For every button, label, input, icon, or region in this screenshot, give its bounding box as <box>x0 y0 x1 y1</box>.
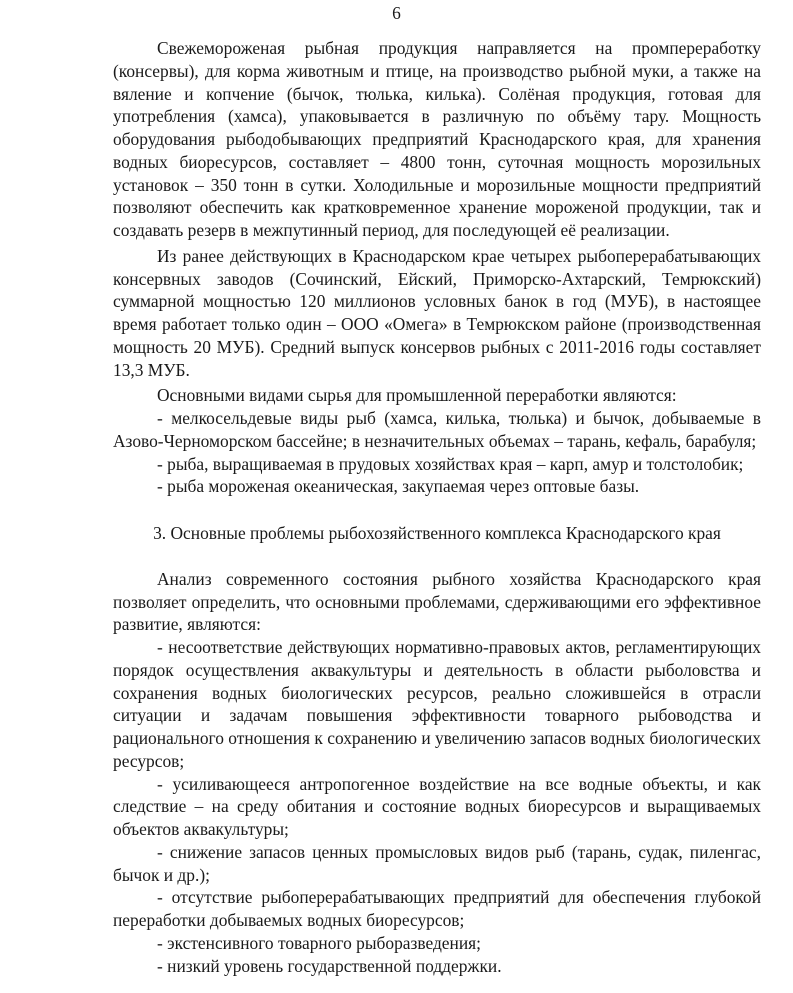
list-item-problem: - отсутствие рыбоперерабатывающих предприятий для обеспечения глубокой переработки добываемых водных биоресурсов; <box>113 887 761 930</box>
list-item-problem: - усиливающееся антропогенное воздействие на все водные объекты, и как следствие – на среду обитания и состояние водных биоресурсов и выращиваемых объектов аквакультуры; <box>113 773 761 839</box>
paragraph-canneries: Из ранее действующих в Краснодарском крае четырех рыбоперерабатывающих консервных заводов (Сочинский, Ейский, Приморско-Ахтарский, Темрюкский) суммарной мощностью 120 миллионов условных банок в год (МУБ), в настоящее время работает только один – ООО «Омега» в Темрюкском районе (производственная мощность 20 МУБ). Средний выпуск консервов рыбных с 2011-2016 годы составляет 13,3 МУБ. <box>113 245 761 380</box>
paragraph-raw-materials-intro: Основными видами сырья для промышленной переработки являются: <box>157 385 677 406</box>
section-heading: 3. Основные проблемы рыбохозяйственного комплекса Краснодарского края <box>153 523 721 543</box>
list-item-raw-materials: - рыба, выращиваемая в прудовых хозяйствах края – карп, амур и толстолобик; <box>157 453 744 474</box>
list-item-raw-materials: - мелкосельдевые виды рыб (хамса, килька, тюлька) и бычок, добываемые в Азово-Черноморском бассейне; в незначительных объемах – тарань, кефаль, барабуля; <box>113 408 761 451</box>
paragraph-problems-intro: Анализ современного состояния рыбного хозяйства Краснодарского края позволяет определить, что основными проблемами, сдерживающими его эффективное развитие, являются: <box>113 568 761 635</box>
list-item-problem: - снижение запасов ценных промысловых видов рыб (тарань, судак, пиленгас, бычок и др.); <box>113 841 761 885</box>
list-item-problem: - экстенсивного товарного рыборазведения; <box>157 932 481 953</box>
list-item-problem: - несоответствие действующих нормативно-правовых актов, регламентирующих порядок осуществления аквакультуры и деятельность в области рыболовства и сохранения водных биологических ресурсов, реально сложившейся в отрасли ситуации и задачам повышения эффективности товарного рыбоводства и рационального отношения к сохранению и увеличению запасов водных биологических ресурсов; <box>113 637 761 771</box>
list-item-raw-materials: - рыба мороженая океаническая, закупаемая через оптовые базы. <box>157 476 640 497</box>
page-number: 6 <box>392 3 401 23</box>
document-body <box>113 37 761 977</box>
paragraph-fish-products: Свежемороженая рыбная продукция направляется на промпереработку (консервы), для корма животным и птице, на производство рыбной муки, а также на вяление и копчение (бычок, тюлька, килька). Солёная продукция, готовая для употребления (хамса), упаковывается в различную по объёму тару. Мощность оборудования рыбодобывающих предприятий Краснодарского края, для хранения водных биоресурсов, составляет – 4800 тонн, суточная мощность морозильных установок – 350 тонн в сутки. Холодильные и морозильные мощности предприятий позволяют обеспечить как кратковременное хранение мороженой продукции, так и создавать резерв в межпутинный период, для последующей её реализации. <box>113 38 761 240</box>
list-item-problem: - низкий уровень государственной поддержки. <box>157 955 502 976</box>
